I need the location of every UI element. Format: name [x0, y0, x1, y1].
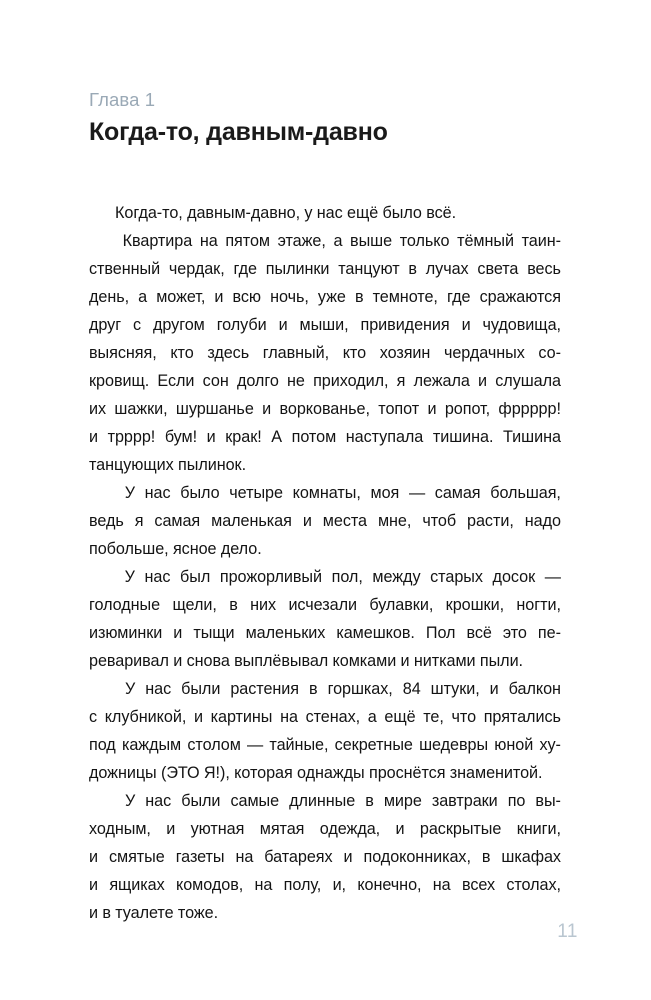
word: всю [232, 288, 261, 307]
word: маленькая [211, 512, 292, 531]
word: кровищ. [89, 372, 150, 391]
word: наступала [345, 428, 424, 447]
word: и [478, 372, 488, 391]
text-line: побольше, ясное дело. [89, 540, 262, 559]
word: прятались [483, 708, 561, 727]
word: здесь [207, 344, 250, 363]
word: ственный [89, 260, 161, 279]
paragraph-indent [89, 479, 115, 507]
word: где [446, 288, 471, 307]
word: приходил, [313, 372, 389, 391]
word: в [481, 848, 491, 867]
word: сражаются [479, 288, 561, 307]
word: крошки, [445, 596, 505, 615]
chapter-title: Когда-то, давным-давно [89, 118, 388, 147]
word: лучах [425, 260, 469, 279]
word: ночь, [270, 288, 309, 307]
word: камешков. [336, 624, 415, 643]
word: танцуют [338, 260, 400, 279]
word: Пол [425, 624, 456, 643]
word: мире [383, 792, 422, 811]
paragraph [89, 787, 561, 927]
word: секретные [334, 736, 413, 755]
word: с [133, 316, 142, 335]
word: и, [332, 876, 347, 895]
word: шажки, [114, 400, 168, 419]
word: надо [524, 512, 561, 531]
word: было [180, 484, 220, 503]
word: долго [236, 372, 279, 391]
text-line: и в туалете тоже. [89, 904, 219, 923]
paragraph [89, 227, 561, 479]
word: тишина. [432, 428, 494, 447]
word: чудовища, [482, 316, 561, 335]
word: кто [342, 344, 367, 363]
paragraph [89, 675, 561, 787]
body-text [89, 199, 561, 927]
word: пе- [537, 624, 561, 643]
word: комодов, [176, 876, 244, 895]
word: У [124, 484, 135, 503]
word: топот [378, 400, 420, 419]
word: лежала [413, 372, 470, 391]
text-line [89, 591, 561, 619]
word: слушала [495, 372, 561, 391]
word: места [322, 512, 367, 531]
word: самая [154, 512, 201, 531]
word: и [214, 288, 224, 307]
word: Тишина [503, 428, 561, 447]
word: в [408, 260, 417, 279]
word: весь [527, 260, 561, 279]
word: досок [492, 568, 536, 587]
word: — [408, 484, 426, 503]
word: день, [89, 288, 130, 307]
word: фррррр! [498, 400, 561, 419]
word: смятые [108, 848, 165, 867]
word: А [271, 428, 283, 447]
word: ногти, [516, 596, 561, 615]
text-line [89, 787, 561, 815]
word: а [333, 232, 343, 251]
word: в [229, 596, 238, 615]
word: их [89, 400, 107, 419]
word: воркованье, [279, 400, 370, 419]
word: а [367, 708, 377, 727]
word: растения [230, 680, 300, 699]
word: чердачных [443, 344, 525, 363]
text-line [89, 255, 561, 283]
chapter-label: Глава 1 [89, 89, 156, 110]
word: Если [157, 372, 195, 391]
word: газеты [175, 848, 225, 867]
word: голодные [89, 596, 161, 615]
paragraph-indent [89, 787, 115, 815]
word: чтоб [422, 512, 457, 531]
text-line [89, 703, 561, 731]
word: по [507, 792, 526, 811]
word: подоконниках, [363, 848, 471, 867]
word: шуршанье [175, 400, 254, 419]
word: ходным, [89, 820, 151, 839]
word: самая [434, 484, 481, 503]
word: кто [170, 344, 194, 363]
word: нас [145, 680, 172, 699]
word: друг [89, 316, 122, 335]
word: У [125, 680, 136, 699]
word: шкафах [501, 848, 561, 867]
word: я [396, 372, 406, 391]
word: на [235, 848, 254, 867]
word: ящиках [109, 876, 165, 895]
word: уютная [190, 820, 245, 839]
word: каждым [121, 736, 182, 755]
word: старых [430, 568, 483, 587]
word: четыре [229, 484, 283, 503]
paragraph [89, 479, 561, 563]
word: мне, [377, 512, 412, 531]
word: всё [466, 624, 492, 643]
word: а [138, 288, 148, 307]
word: бум! [164, 428, 198, 447]
word: на [432, 876, 451, 895]
word: них [250, 596, 277, 615]
word: и [395, 820, 405, 839]
word: света [477, 260, 519, 279]
word: мятая [259, 820, 305, 839]
word: главный, [262, 344, 330, 363]
word: Квартира [122, 232, 193, 251]
word: тайные, [269, 736, 329, 755]
word: тёмный [457, 232, 514, 251]
word: и [489, 680, 499, 699]
text-line [89, 675, 561, 703]
word: другом [153, 316, 205, 335]
text-line [89, 619, 561, 647]
word: этаже, [277, 232, 326, 251]
word: одежда, [319, 820, 381, 839]
paragraph-indent [89, 227, 115, 255]
word: хозяин [379, 344, 431, 363]
text-line [89, 871, 561, 899]
word: прожорливый [219, 568, 322, 587]
word: пылинки [265, 260, 330, 279]
text-line [89, 731, 561, 759]
word: это [502, 624, 527, 643]
word: чердак, [168, 260, 225, 279]
word: полу, [283, 876, 322, 895]
word: таин- [521, 232, 561, 251]
word: вы- [535, 792, 561, 811]
text-line [89, 815, 561, 843]
word: столах, [506, 876, 561, 895]
word: выясняя, [89, 344, 157, 363]
word: привидения [360, 316, 450, 335]
word: ропот, [444, 400, 491, 419]
word: балкон [508, 680, 561, 699]
word: 84 [402, 680, 421, 699]
word: моя [370, 484, 400, 503]
word: ху- [539, 736, 561, 755]
word: раскрытые [419, 820, 502, 839]
word: под [89, 736, 116, 755]
text-line: реваривал и снова выплёвывал комками и нитками пыли. [89, 652, 524, 671]
word: нас [144, 484, 171, 503]
word: исчезали [288, 596, 357, 615]
word: трррр! [107, 428, 156, 447]
word: я [134, 512, 144, 531]
word: и [427, 400, 437, 419]
word: конечно, [357, 876, 422, 895]
word: был [180, 568, 211, 587]
word: комнаты, [292, 484, 361, 503]
word: не [287, 372, 305, 391]
word: и [89, 428, 98, 447]
paragraph-indent [89, 675, 115, 703]
word: картины [210, 708, 273, 727]
word: в [365, 792, 374, 811]
word: батареях [264, 848, 333, 867]
page-content [89, 88, 561, 927]
word: маленьких [245, 624, 326, 643]
word: и [302, 512, 312, 531]
word: ведь [89, 512, 124, 531]
word: на [199, 232, 218, 251]
paragraph-indent [89, 563, 115, 591]
word: крак! [225, 428, 262, 447]
word: столом [187, 736, 241, 755]
text-line [89, 311, 561, 339]
word: только [399, 232, 450, 251]
paragraph [89, 563, 561, 675]
word: длинные [289, 792, 356, 811]
word: шедевры [419, 736, 489, 755]
word: У [125, 792, 136, 811]
word: самые [230, 792, 280, 811]
text-line [89, 395, 561, 423]
word: и [343, 848, 353, 867]
word: на [280, 708, 298, 727]
word: где [233, 260, 257, 279]
word: с [89, 708, 98, 727]
word: те, [423, 708, 444, 727]
word: выше [350, 232, 393, 251]
word: были [181, 792, 221, 811]
word: и [89, 876, 98, 895]
word: и [461, 316, 471, 335]
word: и [166, 820, 176, 839]
word: голуби [216, 316, 267, 335]
word: большая, [490, 484, 561, 503]
word: щели, [172, 596, 217, 615]
word: книги, [516, 820, 561, 839]
word: горшках, [327, 680, 393, 699]
word: юной [494, 736, 534, 755]
word: в [354, 288, 364, 307]
word: нас [145, 792, 172, 811]
word: штуки, [430, 680, 480, 699]
text-line [89, 227, 561, 255]
text-line [89, 479, 561, 507]
text-line [89, 843, 561, 871]
paragraph [89, 199, 561, 227]
word: и [89, 848, 98, 867]
word: стенах, [305, 708, 361, 727]
text-line [89, 423, 561, 451]
word: на [254, 876, 273, 895]
word: уже [317, 288, 346, 307]
word: и [206, 428, 216, 447]
word: что [451, 708, 477, 727]
word: может, [156, 288, 206, 307]
word: У [124, 568, 135, 587]
word: изюминки [89, 624, 163, 643]
word: и [173, 624, 183, 643]
word: пол, [331, 568, 363, 587]
word: завтраки [431, 792, 498, 811]
text-line [89, 563, 561, 591]
word: расти, [467, 512, 514, 531]
word: и [278, 316, 288, 335]
word: сон [202, 372, 229, 391]
word: тыщи [193, 624, 235, 643]
word: были [181, 680, 221, 699]
word: клубникой, [104, 708, 187, 727]
text-line [89, 283, 561, 311]
word: и [193, 708, 203, 727]
page-number: 11 [557, 921, 578, 942]
text-line: танцующих пылинок. [89, 456, 247, 475]
text-line [89, 367, 561, 395]
word: — [247, 736, 264, 755]
word: потом [291, 428, 337, 447]
word: ещё [384, 708, 416, 727]
text-line: дожницы (ЭТО Я!), которая однажды проснётся знаменитой. [89, 764, 543, 783]
word: булавки, [369, 596, 434, 615]
word: пятом [225, 232, 270, 251]
word: между [372, 568, 421, 587]
text-line [89, 339, 561, 367]
word: всех [461, 876, 496, 895]
word: — [544, 568, 561, 587]
text-line [89, 507, 561, 535]
text-line: Когда-то, давным-давно, у нас ещё было всё. [115, 204, 457, 223]
word: со- [538, 344, 561, 363]
word: темноте, [372, 288, 438, 307]
word: нас [144, 568, 171, 587]
word: мыши, [299, 316, 349, 335]
word: и [262, 400, 272, 419]
word: в [309, 680, 318, 699]
